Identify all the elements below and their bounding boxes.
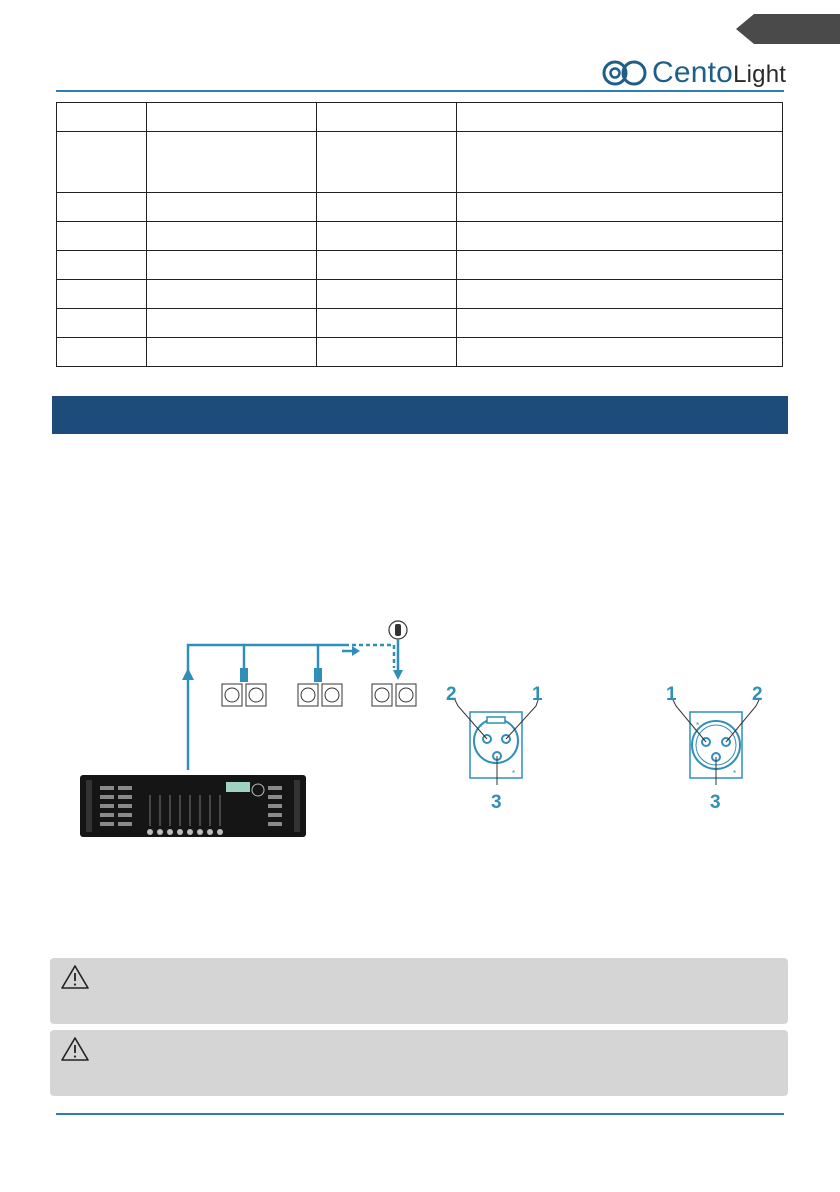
male-pin-2-label: 2 (752, 684, 763, 705)
warning-triangle-icon (60, 1036, 90, 1062)
up-arrow-icon (182, 668, 194, 680)
table-row (57, 280, 783, 309)
table-row (57, 338, 783, 367)
table-row (57, 222, 783, 251)
table-cell (317, 251, 457, 280)
warning-box-2 (50, 1030, 788, 1096)
page-tab (736, 14, 840, 44)
table-cell (457, 338, 783, 367)
table-cell (457, 251, 783, 280)
table-cell (457, 132, 783, 193)
female-pin-1-label: 1 (532, 684, 543, 705)
table-cell (317, 338, 457, 367)
table-cell (147, 280, 317, 309)
table-cell (147, 193, 317, 222)
table-cell (57, 103, 147, 132)
table-cell (57, 338, 147, 367)
table-row (57, 132, 783, 193)
table-cell (317, 132, 457, 193)
table-row (57, 251, 783, 280)
warning-triangle-icon (60, 964, 90, 990)
table-cell (457, 193, 783, 222)
table-row (57, 103, 783, 132)
fixture-1-icon (222, 668, 266, 706)
table-cell (457, 222, 783, 251)
table-cell (317, 309, 457, 338)
svg-text:*: * (512, 769, 516, 778)
female-pin-2-label: 2 (446, 684, 457, 705)
table-cell (57, 193, 147, 222)
fixture-3-icon (372, 684, 416, 706)
table-cell (147, 251, 317, 280)
male-pin-1-label: 1 (666, 684, 677, 705)
table-cell (317, 193, 457, 222)
table-cell (57, 280, 147, 309)
table-cell (57, 132, 147, 193)
female-pin-3-label: 3 (491, 792, 502, 813)
table-cell (57, 309, 147, 338)
dmx-connection-diagram (0, 600, 840, 860)
table-row (57, 309, 783, 338)
table-cell (147, 309, 317, 338)
table-cell (147, 132, 317, 193)
terminator-plug-icon (389, 621, 407, 680)
logo-text-main: Cento (652, 56, 734, 89)
table-cell (457, 280, 783, 309)
xlr-male-connector-icon (673, 700, 759, 785)
table-cell (57, 251, 147, 280)
svg-text:*: * (479, 723, 483, 732)
dmx-cable-route (188, 645, 394, 770)
dmx-channel-table (56, 102, 783, 367)
svg-text:*: * (696, 721, 700, 730)
dmx-controller-icon (80, 775, 306, 837)
table-row (57, 193, 783, 222)
table-cell (317, 222, 457, 251)
fixture-2-icon (298, 668, 342, 706)
warning-box-1 (50, 958, 788, 1024)
table-cell (147, 103, 317, 132)
logo-text (652, 56, 786, 90)
header-rule (56, 90, 784, 92)
table-cell (147, 222, 317, 251)
table-cell (317, 280, 457, 309)
section-header-bar (52, 396, 788, 434)
footer-rule (56, 1113, 784, 1115)
logo-text-sub: Light (733, 61, 787, 88)
svg-text:*: * (733, 769, 737, 778)
male-pin-3-label: 3 (710, 792, 721, 813)
xlr-female-connector-icon (455, 700, 538, 785)
flow-arrow-icon (342, 646, 360, 656)
table-cell (317, 103, 457, 132)
table-cell (57, 222, 147, 251)
table-cell (457, 309, 783, 338)
table-cell (457, 103, 783, 132)
table-cell (147, 338, 317, 367)
